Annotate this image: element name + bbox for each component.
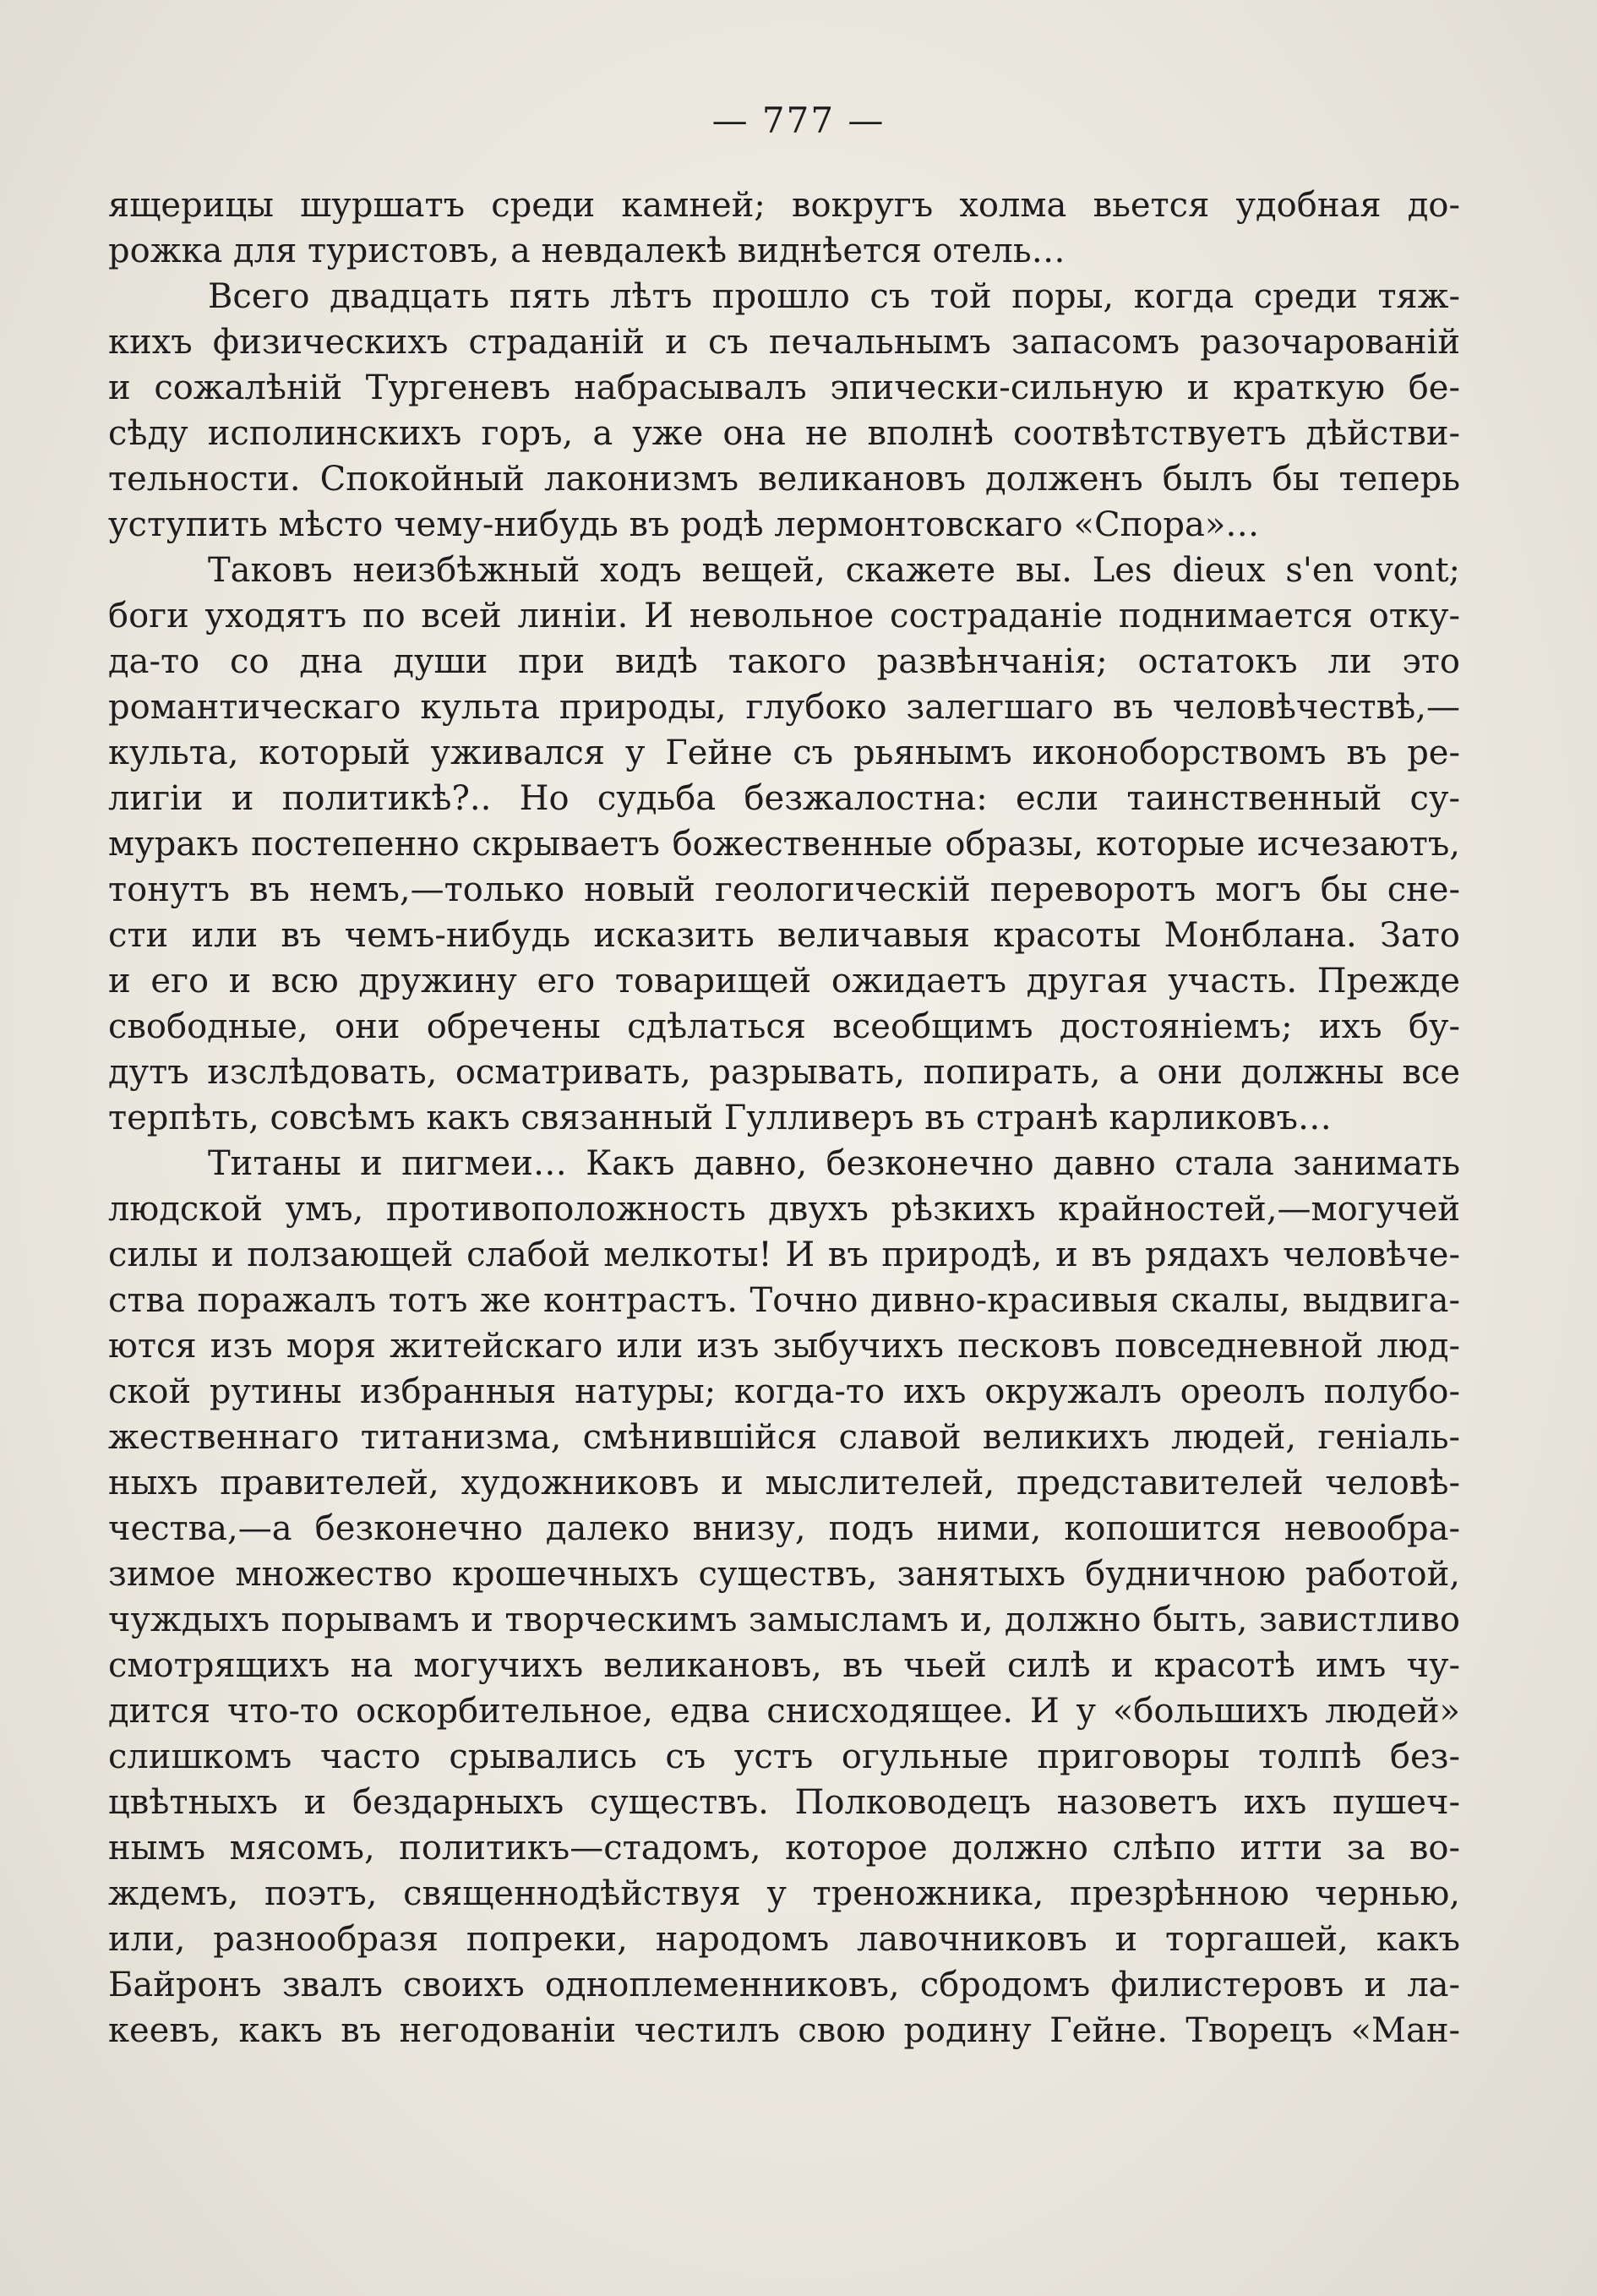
text-line: кихъ физическихъ страданій и съ печальнымъ запасомъ разочарованій	[108, 323, 1460, 362]
text-line: цвѣтныхъ и бездарныхъ существъ. Полководецъ назоветъ ихъ пушеч-	[108, 1783, 1460, 1822]
text-line: да-то со дна души при видѣ такого развѣнчанія; остатокъ ли это	[108, 642, 1460, 681]
text-line: кеевъ, какъ въ негодованіи честилъ свою родину Гейне. Творецъ «Ман-	[108, 2011, 1460, 2050]
text-line: жественнаго титанизма, смѣнившійся славой великихъ людей, геніаль-	[108, 1418, 1460, 1457]
text-line: ются изъ моря житейскаго или изъ зыбучихъ песковъ повседневной люд-	[108, 1327, 1460, 1366]
text-line: свободные, они обречены сдѣлаться всеобщимъ достояніемъ; ихъ бу-	[108, 1007, 1460, 1046]
text-line: ныхъ правителей, художниковъ и мыслителей, представителей человѣ-	[108, 1464, 1460, 1502]
text-line: тонутъ въ немъ,—только новый геологическій переворотъ могъ бы сне-	[108, 870, 1460, 909]
text-line: сѣду исполинскихъ горъ, а уже она не вполнѣ соотвѣтствуетъ дѣйстви-	[108, 414, 1460, 453]
text-line: или, разнообразя попреки, народомъ лавочниковъ и торгашей, какъ	[108, 1920, 1460, 1959]
text-line: тельности. Спокойный лаконизмъ великановъ долженъ былъ бы теперь	[108, 460, 1460, 499]
text-line: лигіи и политикѣ?.. Но судьба безжалостна: если таинственный су-	[108, 779, 1460, 818]
text-line: культа, который уживался у Гейне съ рьянымъ иконоборствомъ въ ре-	[108, 734, 1460, 772]
text-line: чуждыхъ порывамъ и творческимъ замысламъ и, должно быть, завистливо	[108, 1601, 1460, 1639]
text-line: боги уходятъ по всей линіи. И невольное состраданіе поднимается отку-	[108, 597, 1460, 635]
text-line: дится что-то оскорбительное, едва снисходящее. И у «большихъ людей»	[108, 1692, 1460, 1731]
text-line: муракъ постепенно скрываетъ божественные образы, которые исчезаютъ,	[108, 825, 1460, 864]
text-line: терпѣть, совсѣмъ какъ связанный Гулливеръ въ странѣ карликовъ…	[108, 1099, 1332, 1137]
text-line: и сожалѣній Тургеневъ набрасывалъ эпически-сильную и краткую бе-	[108, 368, 1460, 407]
text-line: чества,—а безконечно далеко внизу, подъ ними, копошится невообра-	[108, 1509, 1460, 1548]
text-line: нымъ мясомъ, политикъ—стадомъ, которое должно слѣпо итти за во-	[108, 1829, 1460, 1868]
text-line: ждемъ, поэтъ, священнодѣйствуя у треножника, презрѣнною чернью,	[108, 1874, 1460, 1913]
text-line: сти или въ чемъ-нибудь исказить величавыя красоты Монблана. Зато	[108, 916, 1460, 955]
body-text	[108, 183, 1460, 2053]
text-line: Байронъ звалъ своихъ одноплеменниковъ, сбродомъ филистеровъ и ла-	[108, 1966, 1460, 2004]
text-line: Титаны и пигмеи… Какъ давно, безконечно давно стала занимать	[208, 1144, 1460, 1183]
text-line: ящерицы шуршатъ среди камней; вокругъ холма вьется удобная до-	[108, 186, 1460, 225]
text-line: дутъ изслѣдовать, осматривать, разрывать, попирать, а они должны все	[108, 1053, 1460, 1092]
page-number: — 777 —	[711, 100, 886, 141]
text-line: зимое множество крошечныхъ существъ, занятыхъ будничною работой,	[108, 1555, 1460, 1594]
text-line: людской умъ, противоположность двухъ рѣзкихъ крайностей,—могучей	[108, 1190, 1460, 1229]
text-line: уступить мѣсто чему-нибудь въ родѣ лермонтовскаго «Спора»…	[108, 505, 1260, 544]
text-line: смотрящихъ на могучихъ великановъ, въ чьей силѣ и красотѣ имъ чу-	[108, 1646, 1460, 1685]
text-line: Таковъ неизбѣжный ходъ вещей, скажете вы. Les dieux s'en vont;	[208, 551, 1460, 590]
text-line: ства поражалъ тотъ же контрастъ. Точно дивно-красивыя скалы, выдвига-	[108, 1281, 1460, 1320]
text-line: романтическаго культа природы, глубоко залегшаго въ человѣчествѣ,—	[108, 688, 1460, 727]
text-line: и его и всю дружину его товарищей ожидаетъ другая участь. Прежде	[108, 962, 1460, 1001]
text-line: ской рутины избранныя натуры; когда-то ихъ окружалъ ореолъ полубо-	[108, 1372, 1460, 1411]
text-line: силы и ползающей слабой мелкоты! И въ природѣ, и въ рядахъ человѣче-	[108, 1235, 1460, 1274]
text-line: слишкомъ часто срывались съ устъ огульные приговоры толпѣ без-	[108, 1737, 1460, 1776]
text-line: рожка для туристовъ, а невдалекѣ виднѣется отель…	[108, 232, 1066, 270]
text-line: Всего двадцать пять лѣтъ прошло съ той поры, когда среди тяж-	[208, 277, 1460, 316]
